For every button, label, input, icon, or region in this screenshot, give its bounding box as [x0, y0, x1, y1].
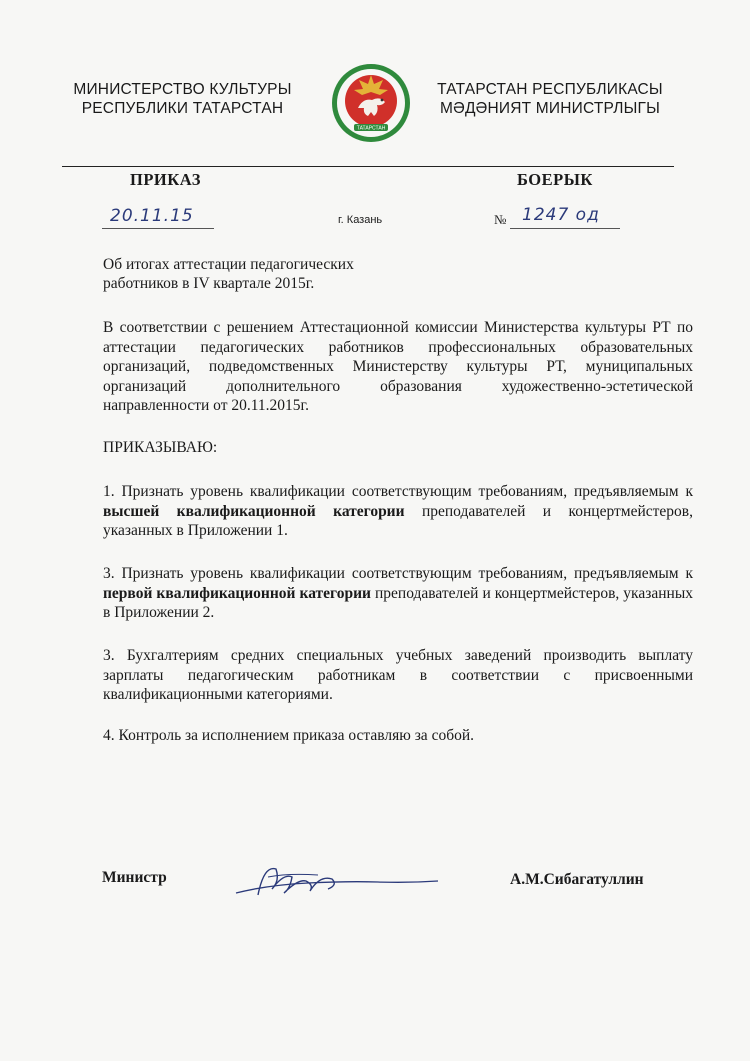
order-item-2	[103, 564, 693, 623]
signer-title: Министр	[102, 869, 167, 886]
order-date: 20.11.15	[110, 206, 194, 226]
order-city: г. Казань	[338, 214, 383, 226]
handwritten-signature	[228, 855, 448, 905]
preamble-paragraph: В соответствии с решением Аттестационной комиссии Министерства культуры РТ по аттестации педагогических работников профессиональных образовательных организаций, подведомственных Министерству культуры РТ, муниципальных организаций дополнительного образования художественно-эстетической направленности от 20.11.2015г.	[103, 319, 693, 414]
order-item-1	[103, 482, 693, 541]
ministry-header-ru	[60, 80, 305, 118]
ministry-header-ru-line1: МИНИСТЕРСТВО КУЛЬТУРЫ	[73, 81, 292, 98]
number-underline	[510, 228, 620, 229]
subject-line2: работников в IV квартале 2015г.	[103, 275, 315, 292]
ministry-header-tt-line1: ТАТАРСТАН РЕСПУБЛИКАСЫ	[437, 81, 663, 98]
number-sign: №	[494, 212, 507, 227]
order-label-tt: БОЕРЫК	[517, 170, 593, 189]
order-word: ПРИКАЗЫВАЮ:	[103, 439, 218, 456]
item2-text-start: 3. Признать уровень квалификации соответствующим требованиям, предъявляемым к	[103, 565, 693, 582]
tatarstan-emblem-icon	[330, 62, 412, 144]
order-item-4: 4. Контроль за исполнением приказа оставляю за собой.	[103, 727, 475, 744]
item1-category: высшей квалификационной категории	[103, 502, 405, 520]
order-number: 1247 од	[522, 205, 600, 225]
subject-line1: Об итогах аттестации педагогических	[103, 256, 354, 273]
item1-text-end: преподавателей и концертмейстеров, указанных в Приложении 1.	[103, 502, 693, 539]
item2-category: первой квалификационной категории	[103, 584, 371, 602]
emblem-ribbon-text: ТАТАРСТАН	[356, 125, 386, 132]
item2-text-end: преподавателей и концертмейстеров, указанных в Приложении 2.	[103, 584, 693, 621]
order-label-ru: ПРИКАЗ	[130, 170, 201, 189]
order-item-3: 3. Бухгалтериям средних специальных учебных заведений производить выплату зарплаты педагогическим работникам в соответствии с присвоенными квалификационными категориями.	[103, 647, 693, 703]
date-underline	[102, 228, 214, 229]
ministry-header-ru-line2: РЕСПУБЛИКИ ТАТАРСТАН	[81, 100, 284, 117]
ministry-header-tt	[425, 80, 675, 118]
item1-text-start: 1. Признать уровень квалификации соответствующим требованиям, предъявляемым к	[103, 483, 693, 500]
ministry-header-tt-line2: МӘДӘНИЯТ МИНИСТРЛЫГЫ	[439, 100, 661, 117]
header-divider	[62, 166, 674, 167]
signer-name: А.М.Сибагатуллин	[510, 871, 644, 888]
order-subject	[103, 255, 354, 293]
